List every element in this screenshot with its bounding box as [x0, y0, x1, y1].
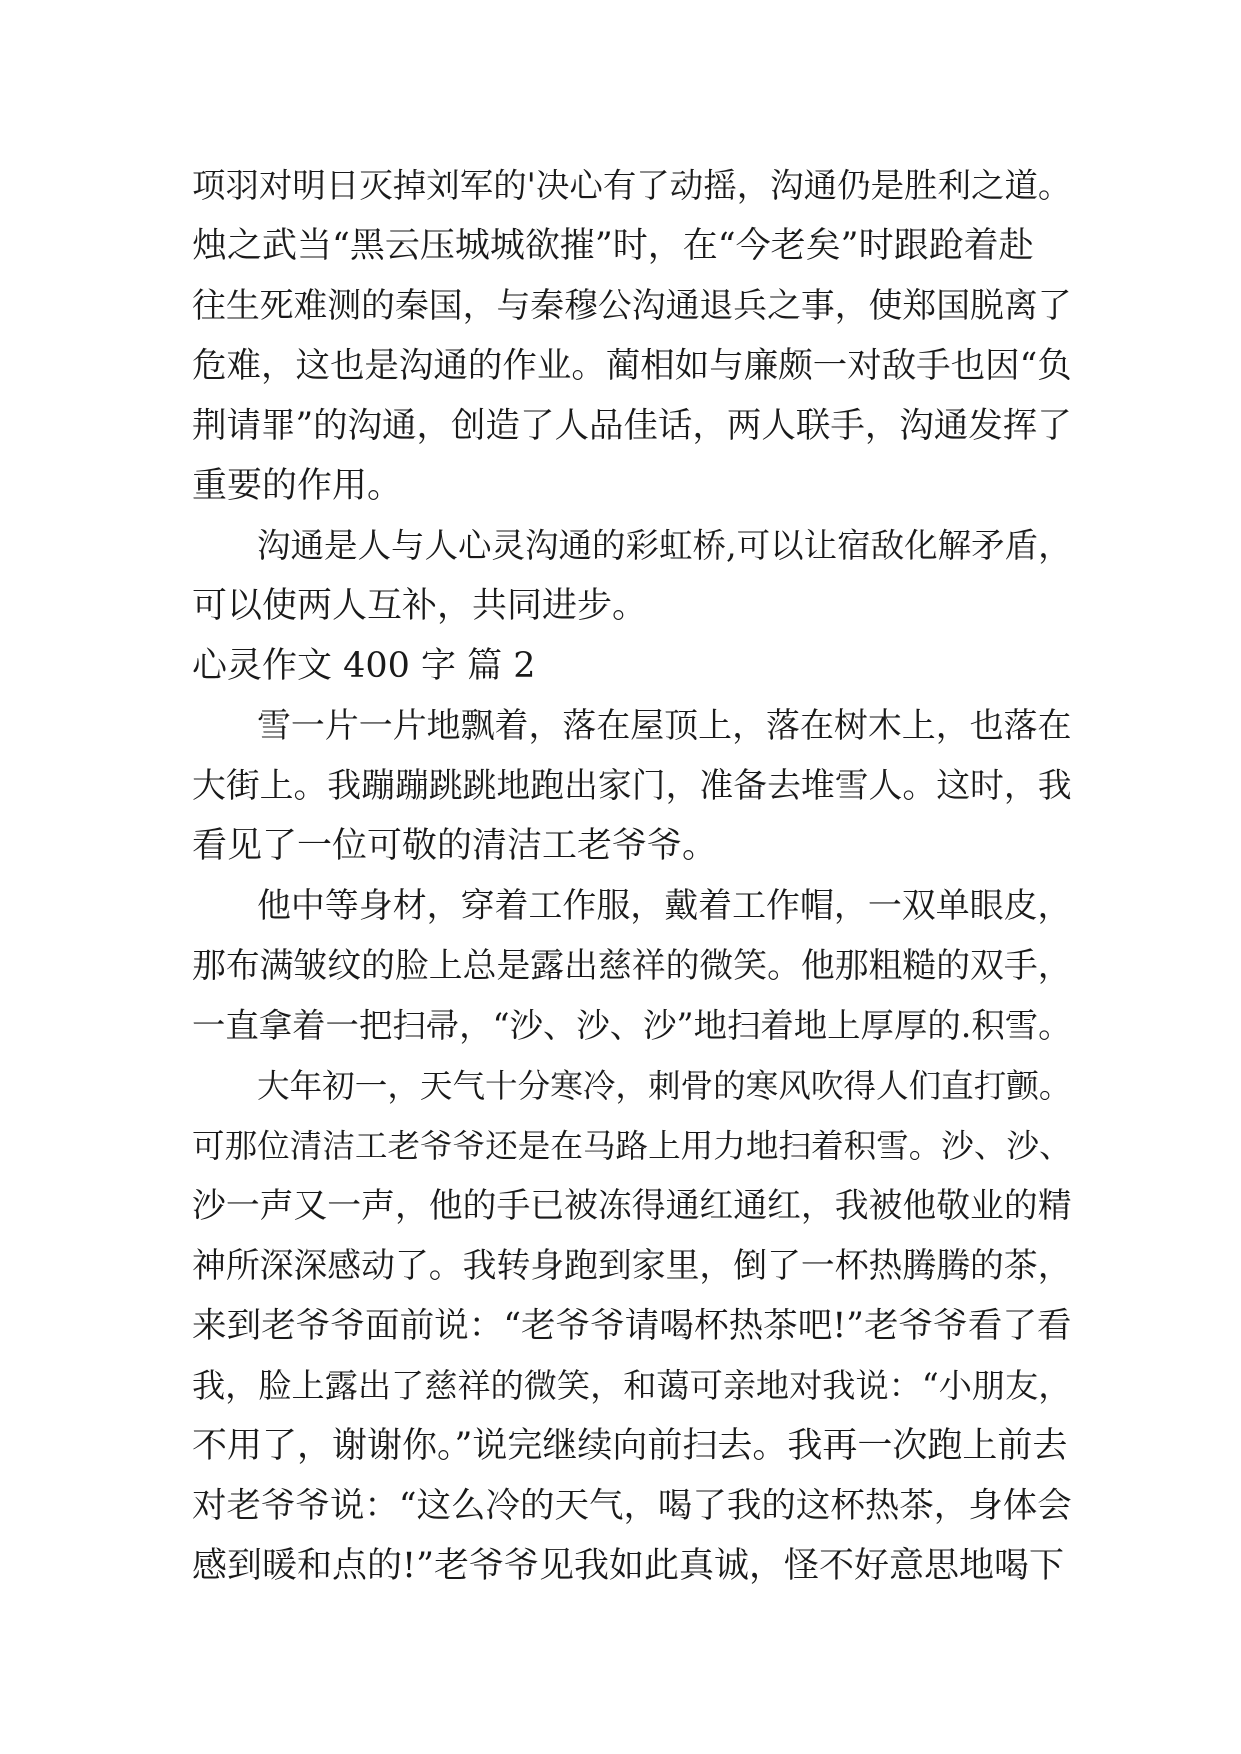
- paragraph-line: 沟通是人与人心灵沟通的彩虹桥,可以让宿敌化解矛盾，: [257, 526, 1072, 565]
- paragraph-line: 我，脸上露出了慈祥的微笑，和蔼可亲地对我说：“小朋友，: [192, 1366, 1072, 1405]
- paragraph-line: 沙一声又一声，他的手已被冻得通红通红，我被他敬业的精: [192, 1186, 1072, 1225]
- paragraph-line: 大街上。我蹦蹦跳跳地跑出家门，准备去堆雪人。这时，我: [192, 766, 1072, 805]
- paragraph-line: 危难，这也是沟通的作业。蔺相如与廉颇一对敌手也因“负: [192, 346, 1072, 386]
- section-heading: 心灵作文 400 字 篇 2: [192, 646, 536, 686]
- paragraph-line: 荆请罪”的沟通，创造了人品佳话，两人联手，沟通发挥了: [192, 406, 1072, 446]
- paragraph-line: 雪一片一片地飘着，落在屋顶上，落在树木上，也落在: [257, 706, 1072, 746]
- paragraph-line: 大年初一，天气十分寒冷，刺骨的寒风吹得人们直打颤。: [257, 1067, 1072, 1105]
- paragraph-line: 重要的作用。: [192, 466, 403, 506]
- paragraph-line: 感到暖和点的!”老爷爷见我如此真诚，怪不好意思地喝下: [192, 1546, 1064, 1586]
- paragraph-line: 一直拿着一把扫帚，“沙、沙、沙”地扫着地上厚厚的.积雪。: [192, 1006, 1072, 1045]
- paragraph-line: 他中等身材，穿着工作服，戴着工作帽，一双单眼皮，: [257, 886, 1072, 926]
- paragraph-line: 对老爷爷说：“这么冷的天气，喝了我的这杯热茶，身体会: [192, 1486, 1072, 1526]
- paragraph-line: 可以使两人互补，共同进步。: [192, 586, 648, 626]
- paragraph-line: 项羽对明日灭掉刘军的'决心有了动摇，沟通仍是胜利之道。: [192, 166, 1072, 205]
- paragraph-line: 看见了一位可敬的清洁工老爷爷。: [192, 826, 718, 866]
- paragraph-line: 那布满皱纹的脸上总是露出慈祥的微笑。他那粗糙的双手，: [192, 946, 1072, 985]
- paragraph-line: 可那位清洁工老爷爷还是在马路上用力地扫着积雪。沙、沙、: [192, 1127, 1072, 1165]
- paragraph-line: 神所深深感动了。我转身跑到家里，倒了一杯热腾腾的茶，: [192, 1246, 1072, 1285]
- paragraph-line: 往生死难测的秦国，与秦穆公沟通退兵之事，使郑国脱离了: [192, 286, 1072, 325]
- paragraph-line: 不用了，谢谢你。”说完继续向前扫去。我再一次跑上前去: [192, 1426, 1068, 1466]
- paragraph-line: 来到老爷爷面前说：“老爷爷请喝杯热茶吧!”老爷爷看了看: [192, 1306, 1072, 1346]
- paragraph-line: 烛之武当“黑云压城城欲摧”时，在“今老矣”时跟跄着赴: [192, 226, 1034, 266]
